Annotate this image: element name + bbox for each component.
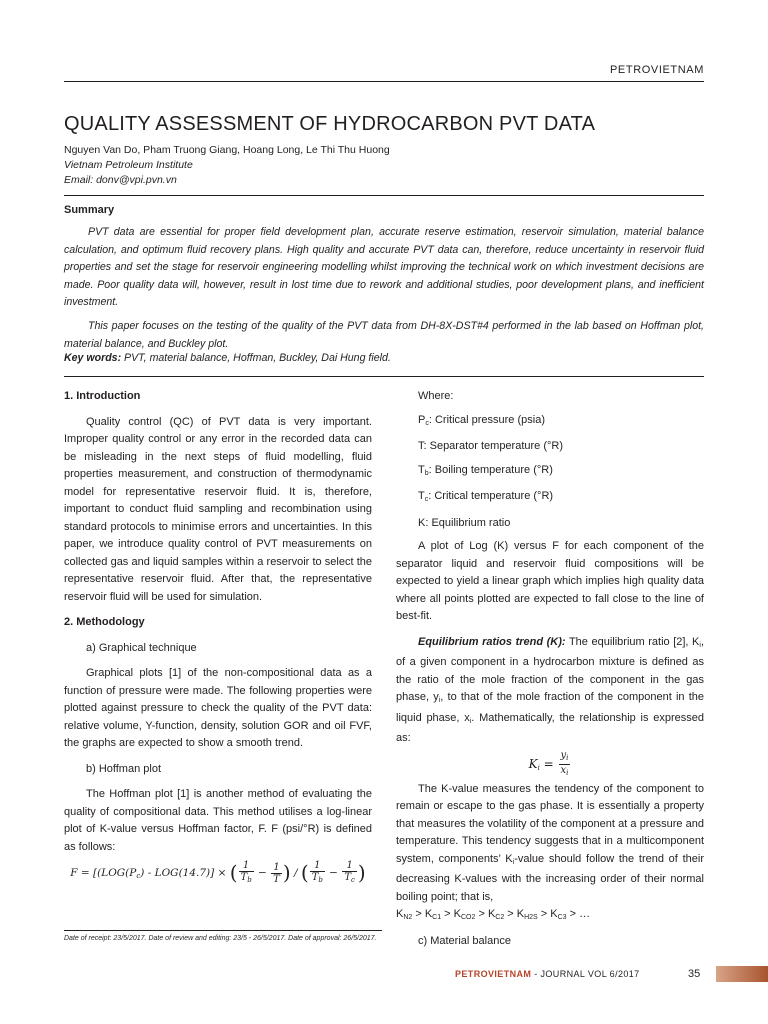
authors: Nguyen Van Do, Pham Truong Giang, Hoang Long, Le Thi Thu Huong xyxy=(64,144,390,156)
definition-k: K: Equilibrium ratio xyxy=(418,516,511,529)
text-run: , to that of the mole fraction of the component in the liquid phase, x xyxy=(396,691,704,724)
summary-heading: Summary xyxy=(64,204,115,216)
page-number: 35 xyxy=(688,968,701,980)
hoffman-equation: $F = [(LOG(P_c) - LOG(14.7)]$ × ( $\frac{1}{T_b}$ − $\frac{1}{T}$ ) / ( $\frac{1}{T_b}$ − $\frac{1}{T_c}$ ) xyxy=(70,860,366,885)
where-label: Where: xyxy=(418,390,454,402)
email: Email: donv@vpi.pvn.vn xyxy=(64,174,177,186)
right-column xyxy=(396,388,704,950)
text-run: The equilibrium ratio [2], K xyxy=(565,635,700,648)
definition-pc: $P_c$: Critical pressure (psia) xyxy=(418,413,545,427)
k-order: $K_{N2} > K_{C1} > K_{CO2} > K_{C2} > K_{H2S} > K_{C3}$ > … xyxy=(396,908,591,921)
header-rule xyxy=(64,81,704,82)
left-column xyxy=(64,388,372,886)
paper-title: QUALITY ASSESSMENT OF HYDROCARBON PVT DATA xyxy=(64,113,596,135)
summary-top-rule xyxy=(64,195,704,196)
keywords-label: Key words: xyxy=(64,352,122,364)
affiliation: Vietnam Petroleum Institute xyxy=(64,159,193,171)
footnote: Date of receipt: 23/5/2017. Date of review and editing: 23/5 - 26/5/2017. Date of approval: 26/5/2017. xyxy=(64,935,377,942)
summary-bottom-rule xyxy=(64,376,704,377)
text-run: -value should follow the trend of their decreasing K-values with the increasing order of their normal boiling point; that is, xyxy=(396,852,704,903)
definition-tc: $T_c$: Critical temperature (°R) xyxy=(418,490,554,503)
summary-paragraph: PVT data are essential for proper field development plan, accurate reserve estimation, reservoir simulation, material balance calculation, and optimum fluid recovery plans. High quality and accurate PVT data can, therefore, reduce uncertainty in reservoir fluid properties and set the stage for reservoir engineering modelling whilst improving the technical work on which investment decisions are made. Poor quality data will, however, result in lost time due to rework and additional studies, poor development plans, and inefficient investment. xyxy=(64,226,704,309)
definition-text: : Boiling temperature (°R) xyxy=(428,463,553,476)
keywords-text: PVT, material balance, Hoffman, Buckley, Dai Hung field. xyxy=(121,352,391,364)
hoffman-paragraph: The Hoffman plot [1] is another method of evaluating the quality of compositional data. This method utilises a log-linear plot of K-value versus Hoffman factor, F. F (psi/°R) is defined as follows: xyxy=(64,788,372,853)
author-block xyxy=(64,143,390,188)
graphical-paragraph: Graphical plots [1] of the non-compositional data as a function of pressure were made. The following properties were plotted against pressure to check the quality of the PVT data: relative volume, Y-function, density, solution GOR and oil FVF, the graphs are expected to show a smooth trend. xyxy=(64,667,372,749)
definition-tb: $T_b$: Boiling temperature (°R) xyxy=(418,463,553,477)
k-equation: $K_i$ = $\frac{y_i}{x_i}$ xyxy=(528,749,569,777)
intro-paragraph: Quality control (QC) of PVT data is very important. Improper quality control or any error in the recorded data can be misleading in the next steps of fluid modelling, fluid properties measurement, and construction of thermodynamic model for representative reservoir fluid. It is, therefore, important to conduct fluid sampling and recombination using standard protocols to minimise errors and uncertainties. In this paper, we introduce quality control of PVT measurements on collected gas and liquid samples within a reservoir to select the representative reservoir fluid. After that, the representative reservoir fluid will be used for simulation. xyxy=(64,415,372,603)
subsection-heading: c) Material balance xyxy=(418,934,511,947)
equation-part: ) - LOG(14.7)] × xyxy=(140,867,227,879)
logk-paragraph: A plot of Log (K) versus F for each component of the separator liquid and reservoir fluid compositions will be expected to yield a linear graph which implies high quality data where all points plotted are expected to fall close to the line of best-fit. xyxy=(396,540,704,622)
equilibrium-label: Equilibrium ratios trend (K): xyxy=(418,635,566,648)
footer-color-bar xyxy=(716,966,768,982)
section-heading: 1. Introduction xyxy=(64,390,141,402)
summary-paragraph: This paper focuses on the testing of the quality of the PVT data from DH-8X-DST#4 performed in the lab based on Hoffman plot, material balance, and Buckley plot. xyxy=(64,319,704,350)
definition-text: : Critical temperature (°R) xyxy=(428,490,554,502)
definition-text: : Critical pressure (psia) xyxy=(428,413,545,426)
running-header: PETROVIETNAM xyxy=(610,64,704,76)
footer-journal: - JOURNAL VOL 6/2017 xyxy=(531,969,640,979)
keywords xyxy=(64,352,391,364)
equation-part: F = [(LOG(P xyxy=(70,867,137,879)
kvalue-paragraph: The K-value measures the tendency of the component to remain or escape to the gas phase. It is essentially a property that measures the volatility of the component at a pressure and temperature. This tendency suggests that in a multicomponent system, components’ $K_i$-value should follow the trend of their decreasing K-values with the increasing order of their normal boiling point; that is, xyxy=(396,782,704,903)
subsection-heading: a) Graphical technique xyxy=(86,641,197,654)
section-heading: 2. Methodology xyxy=(64,616,145,628)
subsection-heading: b) Hoffman plot xyxy=(86,762,162,775)
footnote-rule xyxy=(64,930,382,931)
page-footer xyxy=(455,969,640,979)
text-run: . Mathematically, the relationship is expressed as: xyxy=(396,711,704,744)
equilibrium-paragraph: Equilibrium ratios trend (K): The equilibrium ratio [2], $K_i$, of a given component in a hydrocarbon mixture is defined as the ratio of the mole fraction of the component in the gas phase, $y_i$, to that of the mole fraction of the component in the liquid phase, $x_i$. Mathematically, the relationship is expressed as: xyxy=(396,635,705,744)
footer-brand: PETROVIETNAM xyxy=(455,969,532,979)
text-run: The K-value measures the tendency of the component to remain or escape to the gas phase. It is essentially a property that measures the volatility of the component at a pressure and temperature. This tendency suggests that in a multicomponent system, components’ K xyxy=(396,782,704,865)
text-run: , of a given component in a hydrocarbon mixture is defined as the ratio of the mole fraction of the component in the gas phase, y xyxy=(396,635,705,703)
summary-text xyxy=(64,224,704,353)
definition-t: T: Separator temperature (°R) xyxy=(418,440,564,452)
